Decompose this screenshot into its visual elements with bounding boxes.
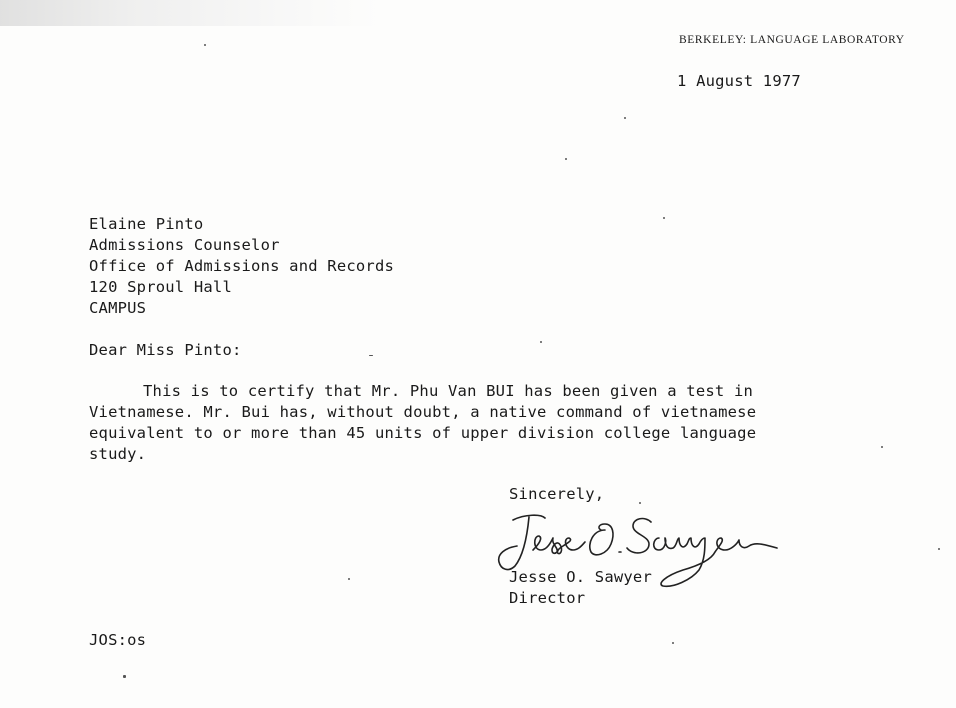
scan-speck — [663, 217, 665, 219]
body-line: study. — [89, 445, 147, 463]
recipient-street: 120 Sproul Hall — [89, 278, 232, 296]
body-line: This is to certify that Mr. Phu Van BUI has been given a test in — [143, 382, 754, 400]
scan-speck — [565, 158, 567, 160]
scan-speck — [204, 44, 206, 46]
recipient-title: Admissions Counselor — [89, 236, 280, 254]
closing: Sincerely, — [509, 485, 605, 503]
scan-speck — [348, 578, 350, 580]
recipient-office: Office of Admissions and Records — [89, 257, 395, 275]
recipient-address — [89, 214, 394, 319]
handwritten-signature — [493, 508, 785, 602]
scan-speck — [672, 642, 674, 644]
scan-speck — [540, 341, 542, 343]
salutation: Dear Miss Pinto: — [89, 341, 242, 359]
scan-artifact — [0, 0, 380, 26]
signer-title: Director — [509, 589, 586, 607]
letter-body — [89, 381, 756, 465]
body-line: equivalent to or more than 45 units of upper division college language — [89, 424, 757, 442]
reference-initials: JOS:os — [89, 631, 147, 649]
scan-speck — [369, 355, 373, 356]
letterhead: BERKELEY: LANGUAGE LABORATORY — [679, 34, 905, 46]
recipient-campus: CAMPUS — [89, 299, 147, 317]
body-line: Vietnamese. Mr. Bui has, without doubt, a native command of vietnamese — [89, 403, 757, 421]
scan-speck — [624, 117, 626, 119]
letter-date: 1 August 1977 — [677, 72, 801, 90]
scan-speck — [881, 446, 883, 448]
signer-name: Jesse O. Sawyer — [509, 568, 652, 586]
scan-speck — [123, 675, 126, 678]
recipient-name: Elaine Pinto — [89, 215, 204, 233]
scan-speck — [938, 548, 940, 550]
scan-speck — [639, 502, 641, 504]
